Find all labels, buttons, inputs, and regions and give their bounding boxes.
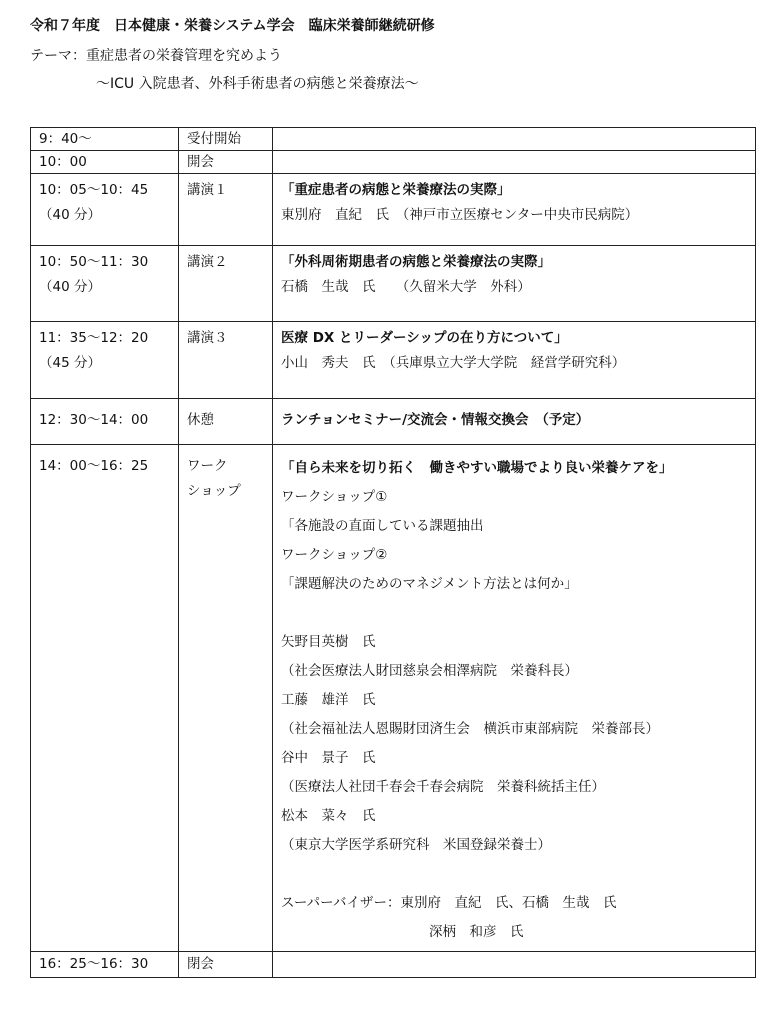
content-cell [273, 445, 756, 952]
time-cell [31, 128, 179, 151]
workshop-2-topic: 「課題解決のためのマネジメント方法とは何か」 [281, 576, 578, 592]
content-cell [273, 952, 756, 978]
label-text: 講演１ [187, 182, 228, 198]
label-text: 講演２ [187, 254, 228, 270]
label-cell [179, 322, 273, 399]
label-text: ワーク [187, 458, 228, 474]
supervisor-line: スーパーバイザー：東別府 直紀 氏、石橋 生哉 氏 [281, 895, 617, 911]
label-text-2: ショップ [187, 483, 241, 499]
label-cell [179, 128, 273, 151]
lecture-title: 「外科周術期患者の病態と栄養療法の実際」 [281, 254, 551, 270]
lecture-title: 医療 DX とリーダーシップの在り方について」 [281, 330, 568, 346]
spacer [281, 860, 749, 889]
schedule-row-lecture-2 [31, 246, 756, 322]
theme-line: テーマ：重症患者の栄養管理を究めよう [30, 48, 282, 64]
schedule-row-closing [31, 952, 756, 978]
workshop-1-topic: 「各施設の直面している課題抽出 [281, 518, 484, 534]
time-text: 16：25～16：30 [39, 956, 149, 972]
speaker-text: 東別府 直紀 氏 （神戸市立医療センター中央市民病院） [281, 207, 639, 223]
schedule-row-opening [31, 151, 756, 174]
spacer [281, 599, 749, 628]
label-text: 開会 [187, 154, 214, 170]
label-text: 休憩 [187, 412, 214, 428]
time-cell [31, 952, 179, 978]
time-cell [31, 174, 179, 246]
content-cell [273, 399, 756, 445]
facilitator-name: 工藤 雄洋 氏 [281, 692, 376, 708]
time-cell [31, 151, 179, 174]
time-text: 9：40～ [39, 131, 92, 147]
duration-text: （40 分） [39, 279, 101, 295]
workshop-2-label: ワークショップ② [281, 547, 388, 563]
label-cell [179, 952, 273, 978]
facilitator-name: 矢野目英樹 氏 [281, 634, 376, 650]
workshop-1-label: ワークショップ① [281, 489, 388, 505]
time-text: 14：00～16：25 [39, 458, 149, 474]
content-cell [273, 128, 756, 151]
schedule-row-break [31, 399, 756, 445]
break-text: ランチョンセミナー/交流会・情報交換会 （予定） [281, 412, 590, 428]
facilitator-affiliation: （社会医療法人財団慈泉会相澤病院 栄養科長） [281, 663, 578, 679]
time-text: 11：35～12：20 [39, 330, 149, 346]
document-header [30, 14, 435, 96]
label-cell [179, 174, 273, 246]
time-cell [31, 246, 179, 322]
duration-text: （45 分） [39, 355, 101, 371]
time-text: 10：00 [39, 154, 87, 170]
schedule-row-reception [31, 128, 756, 151]
label-cell [179, 246, 273, 322]
duration-text: （40 分） [39, 207, 101, 223]
label-text: 閉会 [187, 956, 214, 972]
label-cell [179, 445, 273, 952]
document-title: 令和７年度 日本健康・栄養システム学会 臨床栄養師継続研修 [30, 18, 435, 34]
label-text: 講演３ [187, 330, 228, 346]
time-cell [31, 399, 179, 445]
subtheme-line: ～ICU 入院患者、外科手術患者の病態と栄養療法～ [96, 76, 419, 92]
content-cell [273, 151, 756, 174]
facilitator-name: 谷中 景子 氏 [281, 750, 376, 766]
facilitator-affiliation: （社会福祉法人恩賜財団済生会 横浜市東部病院 栄養部長） [281, 721, 659, 737]
facilitator-name: 松本 菜々 氏 [281, 808, 376, 824]
speaker-text: 小山 秀夫 氏 （兵庫県立大学大学院 経営学研究科） [281, 355, 626, 371]
facilitator-affiliation: （医療法人社団千春会千春会病院 栄養科統括主任） [281, 779, 605, 795]
time-text: 10：50～11：30 [39, 254, 149, 270]
time-cell [31, 322, 179, 399]
time-cell [31, 445, 179, 952]
label-text: 受付開始 [187, 131, 241, 147]
schedule-row-workshop [31, 445, 756, 952]
facilitator-affiliation: （東京大学医学系研究科 米国登録栄養士） [281, 837, 551, 853]
content-cell [273, 246, 756, 322]
workshop-theme: 「自ら未来を切り拓く 働きやすい職場でより良い栄養ケアを」 [281, 460, 673, 476]
label-cell [179, 151, 273, 174]
content-cell [273, 322, 756, 399]
schedule-row-lecture-1 [31, 174, 756, 246]
content-cell [273, 174, 756, 246]
speaker-text: 石橋 生哉 氏 （久留米大学 外科） [281, 279, 531, 295]
time-text: 10：05～10：45 [39, 182, 149, 198]
lecture-title: 「重症患者の病態と栄養療法の実際」 [281, 182, 511, 198]
supervisor-line-continued: 深柄 和彦 氏 [429, 924, 524, 940]
time-text: 12：30～14：00 [39, 412, 149, 428]
schedule-table [30, 127, 756, 978]
label-cell [179, 399, 273, 445]
schedule-row-lecture-3 [31, 322, 756, 399]
